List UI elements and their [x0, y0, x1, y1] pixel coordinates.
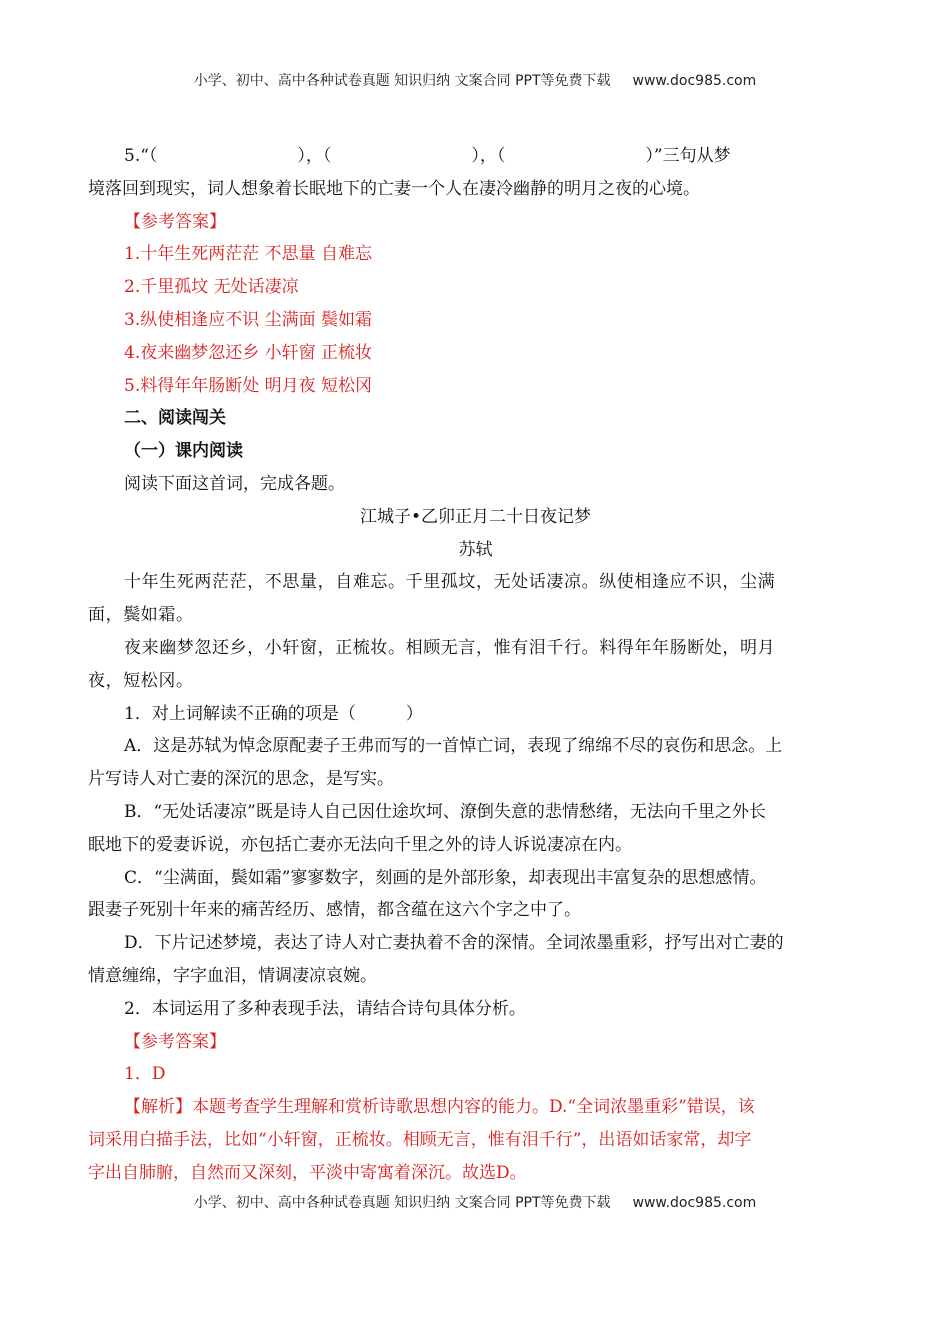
answer-item: 3.纵使相逢应不识 尘满面 鬓如霜 [124, 309, 373, 330]
section-title: 二、阅读闯关 [124, 408, 226, 429]
poem-line: 面，鬓如霜。 [88, 605, 194, 626]
page-footer [0, 1192, 950, 1212]
answer-item: 1.十年生死两茫茫 不思量 自难忘 [124, 244, 373, 265]
poem-title: 江城子•乙卯正月二十日夜记梦 [359, 506, 592, 527]
option-d: D．下片记述梦境，表达了诗人对亡妻执着不舍的深情。全词浓墨重彩，抒写出对亡妻的 [124, 933, 784, 954]
poem-line: 夜来幽梦忽还乡，小轩窗，正梳妆。相顾无言，惟有泪千行。料得年年肠断处，明月 [124, 637, 776, 658]
poem-line: 夜，短松冈。 [88, 670, 194, 691]
answer-heading: 【参考答案】 [124, 1031, 226, 1052]
page-header [0, 70, 950, 90]
footer-text: 小学、初中、高中各种试卷真题 知识归纳 文案合同 PPT等免费下载 [193, 1195, 611, 1211]
answer-item: 4.夜来幽梦忽还乡 小轩窗 正梳妆 [124, 342, 373, 363]
header-url[interactable]: www.doc985.com [632, 73, 757, 89]
answer-item: 2.千里孤坟 无处话凄凉 [124, 277, 299, 298]
question-1-stem: 1．对上词解读不正确的项是（ ） [124, 703, 423, 724]
poem-author: 苏轼 [458, 539, 493, 560]
instruction: 阅读下面这首词，完成各题。 [124, 473, 345, 494]
analysis-line: 字出自肺腑，自然而又深刻，平淡中寄寓着深沉。故选D。 [88, 1162, 527, 1183]
option-c: C．“尘满面，鬓如霜”寥寥数字，刻画的是外部形象，却表现出丰富复杂的思想感情。 [124, 867, 767, 888]
analysis-line: 词采用白描手法，比如“小轩窗，正梳妆。相顾无言，惟有泪千行”，出语如话家常，却字 [88, 1129, 752, 1150]
question-5-line2: 境落回到现实，词人想象着长眠地下的亡妻一个人在凄冷幽静的明月之夜的心境。 [88, 178, 700, 199]
document-body [88, 140, 863, 1190]
option-b-cont: 眠地下的爱妻诉说，亦包括亡妻亦无法向千里之外的诗人诉说凄凉在内。 [88, 834, 632, 855]
analysis-line: 【解析】本题考查学生理解和赏析诗歌思想内容的能力。D.“全词浓墨重彩”错误，该 [124, 1097, 755, 1118]
option-a: A．这是苏轼为悼念原配妻子王弗而写的一首悼亡词，表现了绵绵不尽的哀伤和思念。上 [124, 736, 783, 757]
answer-item: 5.料得年年肠断处 明月夜 短松冈 [124, 375, 373, 396]
poem-line: 十年生死两茫茫，不思量，自难忘。千里孤坟，无处话凄凉。纵使相逢应不识，尘满 [124, 572, 776, 593]
option-a-cont: 片写诗人对亡妻的深沉的思念，是写实。 [88, 769, 394, 790]
footer-url[interactable]: www.doc985.com [632, 1195, 757, 1211]
question-2: 2．本词运用了多种表现手法，请结合诗句具体分析。 [124, 998, 526, 1019]
option-d-cont: 情意缠绵，字字血泪，情调凄凉哀婉。 [88, 965, 377, 986]
option-c-cont: 跟妻子死别十年来的痛苦经历、感情，都含蕴在这六个字之中了。 [88, 900, 581, 921]
answer-value: 1．D [124, 1064, 166, 1085]
option-b: B．“无处话凄凉”既是诗人自己因仕途坎坷、潦倒失意的悲情愁绪，无法向千里之外长 [124, 801, 766, 822]
question-5-line1: 5.“（ ），（ ），（ ）”三句从梦 [124, 146, 731, 166]
answer-heading: 【参考答案】 [124, 211, 226, 232]
subsection-title: （一）课内阅读 [124, 441, 243, 462]
header-text: 小学、初中、高中各种试卷真题 知识归纳 文案合同 PPT等免费下载 [193, 73, 611, 89]
